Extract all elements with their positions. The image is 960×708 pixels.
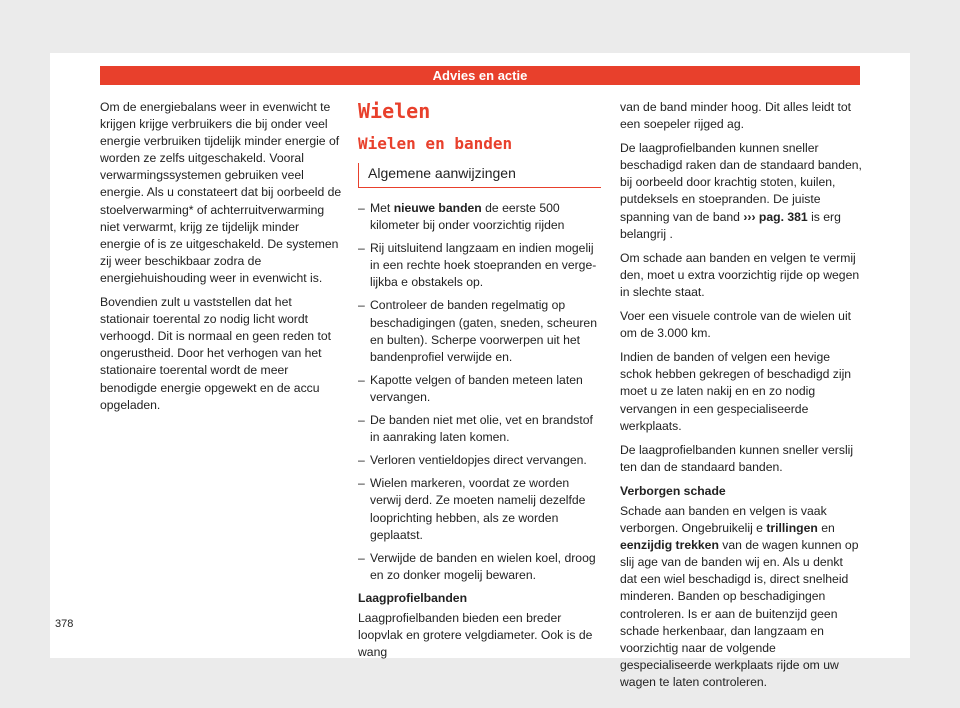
emphasis: eenzijdig trekken	[620, 538, 719, 553]
list-item: – Controleer de banden regelmatig op beschadigingen (gaten, sneden, scheuren en bulten). Scherpe voorwerpen uit het bandenprofiel verwijde en.	[358, 297, 601, 365]
text: de eerste 500 kilometer bij onder voorzichtig rijden	[370, 201, 565, 233]
text: De laagprofielbanden kunnen sneller beschadigd raken dan de standaard banden, bij oorbeeld door krachtig stoten, kuilen, putdeksels en stoepranden. De juiste spanning van de band	[620, 141, 862, 224]
subsection-title: Algemene aanwijzingen	[358, 163, 601, 188]
list-item: – Kapotte velgen of banden meteen laten vervangen.	[358, 372, 601, 406]
text: Schade aan banden en velgen is vaak verborgen. Ongebruikelij e	[620, 503, 827, 536]
paragraph	[620, 140, 863, 243]
list-item	[358, 200, 601, 234]
text: Met	[370, 201, 394, 215]
emphasis: trillingen	[766, 521, 818, 536]
paragraph: van de band minder hoog. Dit alles leidt tot een soepeler rijged ag.	[620, 100, 852, 132]
paragraph: Indien de banden of velgen een hevige schok hebben gekregen of beschadigd zijn moet u ze laten nakij en en zo nodig vervangen in een gespecialiseerde werkplaats.	[620, 350, 852, 433]
paragraph: Bovendien zult u vaststellen dat het stationair toerental zo nodig licht wordt verhoogd. Dit is normaal en geen reden tot ongerustheid. Door het verhogen van het stationaire toerental wordt de meer benodigde energie opgewekt en de accu opgeladen.	[100, 295, 332, 412]
section-banner: Advies en actie	[100, 66, 860, 85]
column-middle	[358, 99, 601, 668]
list-item: – Wielen markeren, voordat ze worden verwij derd. Ze moeten namelij dezelfde looprichting hebben, als ze worden geplaatst.	[358, 475, 601, 543]
text: is erg belangrij .	[620, 209, 841, 241]
subheading: Verborgen schade	[620, 483, 726, 498]
paragraph: Laagprofielbanden bieden een breder loopvlak en grotere velgdiameter. Ook is de wang	[358, 610, 593, 660]
page-number: 378	[55, 618, 74, 630]
subheading: Laagprofielbanden	[358, 590, 468, 605]
chapter-title: Wielen	[358, 99, 431, 123]
list-item: – De banden niet met olie, vet en brandstof in aanraking laten komen.	[358, 412, 601, 446]
column-left	[100, 99, 343, 421]
text: van de wagen kunnen op slij age van de banden wij en. Als u denkt dat een wiel beschadigd is, direct snelheid minderen. Banden op beschadigingen controleren. Is er aan de buitenzijd geen schade herkenbaar, dan langzaam en voorzichtig naar de volgende gespecialiseerde werkplaats rijde om uw wagen te laten controleren.	[620, 538, 859, 689]
page-reference-link[interactable]: ››› pag. 381	[743, 209, 808, 224]
paragraph	[620, 503, 863, 691]
paragraph: Om de energiebalans weer in evenwicht te krijgen krijge verbruikers die bij onder veel energie verbruiken tijdelijk minder energie of worden ze zelfs uitgeschakeld. Vooral verwarmingssystemen gebruiken veel energie. Als u constateert dat bij oorbeeld de stoelverwarming* of achterruitverwarming niet verwarmt, krijg ze tijdelijk minder energie of is ze uitgeschakeld. De systemen zij weer beschikbaar zodra de energiehuishouding weer in evenwicht is.	[100, 100, 342, 285]
column-right	[620, 99, 863, 698]
list-item: – Verwijde de banden en wielen koel, droog en zo donker mogelij bewaren.	[358, 550, 601, 584]
paragraph: Voer een visuele controle van de wielen uit om de 3.000 km.	[620, 309, 852, 341]
bullet-list	[358, 200, 601, 584]
paragraph: De laagprofielbanden kunnen sneller verslij ten dan de standaard banden.	[620, 442, 854, 474]
emphasis: nieuwe banden	[393, 201, 482, 215]
text: en	[817, 521, 835, 536]
paragraph: Om schade aan banden en velgen te vermij den, moet u extra voorzichtig rijde op wegen in slechte staat.	[620, 250, 860, 299]
section-title: Wielen en banden	[358, 134, 513, 153]
list-item: – Rij uitsluitend langzaam en indien mogelij in een rechte hoek stoepranden en verge- lijkba e obstakels op.	[358, 240, 601, 291]
list-item: – Verloren ventieldopjes direct vervangen.	[358, 452, 601, 469]
